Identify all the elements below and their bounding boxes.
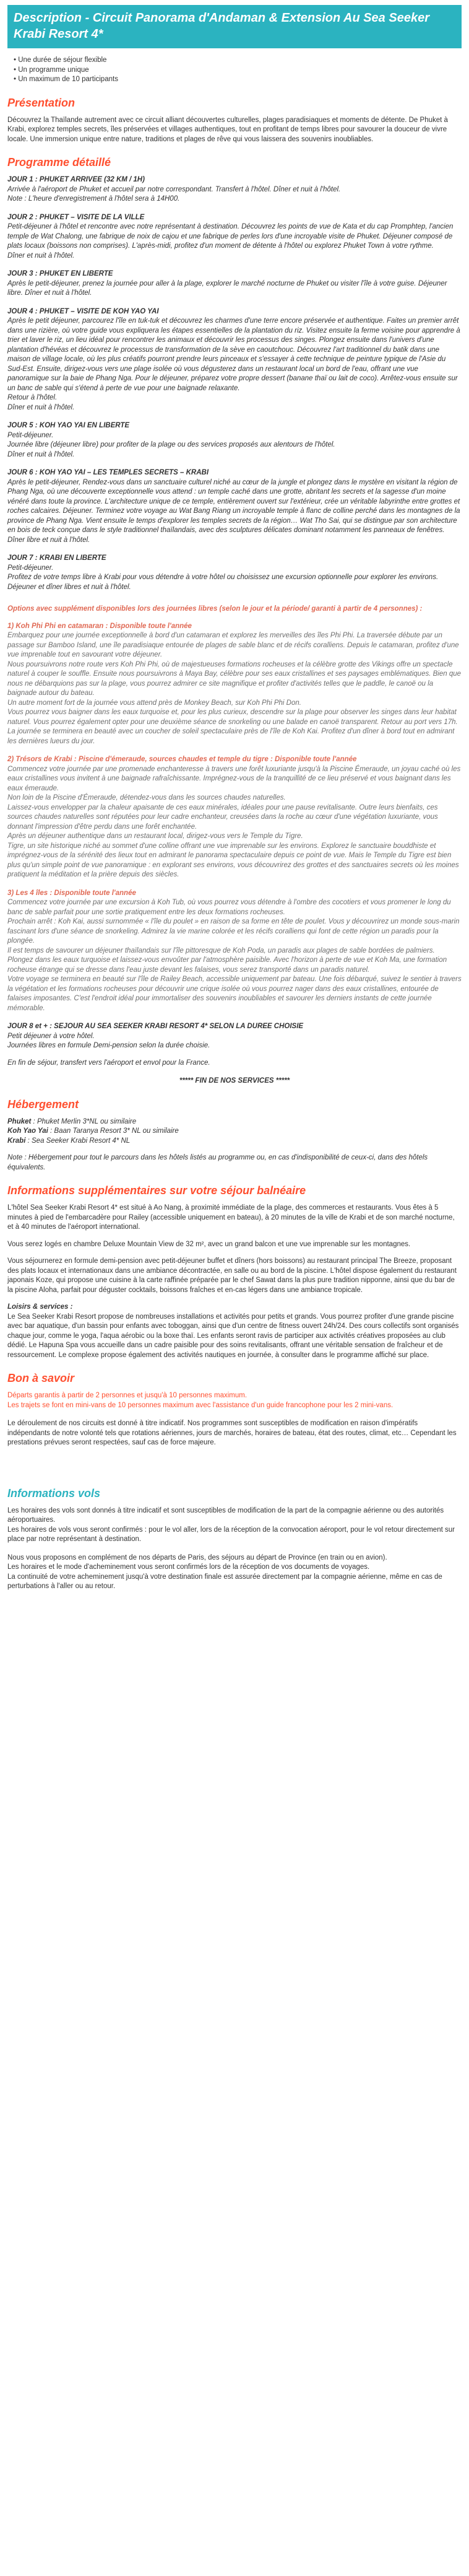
- day-line: Dîner et nuit à l'hôtel.: [7, 403, 75, 411]
- day-7: [7, 554, 462, 592]
- day-line: Après le petit déjeuner, parcourez l'île en tuk-tuk et découvrez les charmes d'une terre encore préservée et authentique. Faites un premier arrêt dans une rizière, où votre guide vous expliquera les étapes essentielles de la plantation du riz. Visitez ensuite la ferme voisine pour apprendre à trier et laver le riz, un lieu idéal pour rencontrer les animaux et découvrir les processus des singes. Plongez ensuite dans l'univers d'une plantation d'hévéas et découvrez le processus de transformation de la sève en caoutchouc. Découvrez l'art traditionnel du batik dans une maison de village locale, où les plus créatifs pourront prendre leurs pinceaux et s'essayer à cette technique de peinture typique de l'Asie du Sud-Est. Ensuite, dirigez-vous vers une plage isolée où vous dégusterez dans un restaurant local un bord de l'eau, offrant une vue panoramique sur la baie de Phang Nga. Pour le déjeuner, préparez votre propre dessert (banane thaï ou lait de coco). Arrêtez-vous ensuite sur un banc de sable qui s'étend à perte de vue pour une baignade relaxante.: [7, 317, 460, 392]
- day-line: Journée libre (déjeuner libre) pour profiter de la plage ou des services proposés aux alentours de l'hôtel.: [7, 441, 335, 448]
- hotel-name: Phuket Merlin 3*NL ou similaire: [37, 1117, 137, 1125]
- hebergement-note: Note : Hébergement pour tout le parcours dans les hôtels listés au programme ou, en cas d'indisponibilité de ceux-ci, dans des hôtels équivalents.: [7, 1154, 428, 1171]
- option-line: Il est temps de savourer un déjeuner thaïlandais sur l'île pittoresque de Koh Poda, un paradis aux plages de sable bordées de palmiers. Plongez dans les eaux turquoise et laissez-vous envoûter par l'atmosphère paisible. Avec l'horizon à perte de vue et Koh Ma, une formation rocheuse étrange qui se dresse dans l'eau juste devant les falaises, vous serez transporté dans un paradis naturel.: [7, 946, 447, 974]
- infos-vols-heading: Informations vols: [7, 1487, 101, 1500]
- option-line: Laissez-vous envelopper par la chaleur apaisante de ces eaux minérales, idéales pour une pause revitalisante. Outre leurs bienfaits, ces sources chaudes naturelles sont réputées pour leur cadre enchanteur, creusées dans la roche au cœur d'une végétation luxuriante, vous donnant l'impression d'être perdu dans une forêt enchantée.: [7, 803, 438, 831]
- day-5: [7, 421, 462, 460]
- presentation-heading: Présentation: [7, 96, 75, 109]
- option-title: 1) Koh Phi Phi en catamaran : Disponible toute l'année: [7, 622, 192, 630]
- option-item: [7, 889, 462, 1014]
- day-6: [7, 468, 462, 545]
- options-intro: Options avec supplément disponibles lors des journées libres (selon le jour et la période/ garanti à partir de 4 personnes) :: [7, 605, 423, 613]
- option-line: Vous pourrez vous baigner dans les eaux turquoise et, pour les plus curieux, descendre sur la plage pour observer les singes dans leur habitat naturel. Vous pourrez également opter pour une deuxième séance de snorkeling ou une balade en canoë transparent. Retour au port vers 17h. La journée se terminera en beauté avec un coucher de soleil spectaculaire près de l'île de Koh Kai. Profitez d'un dîner à bord tout en admirant les dernières lueurs du jour.: [7, 709, 458, 745]
- option-line: Prochain arrêt : Koh Kai, aussi surnommée « l'île du poulet » en raison de sa forme en tête de poulet. Vous y découvrirez un monde sous-marin fascinant lors d'une séance de snorkeling. Admirez la vie marine colorée et les récifs coralliens qui font de cette région un paradis pour la plongée.: [7, 918, 460, 945]
- infos-vols-line: Les horaires de vols vous seront confirmés : pour le vol aller, lors de la réception de la convocation aéroport, pour le vol retour directement sur place par notre représentant à destination.: [7, 1526, 455, 1543]
- infos-sejour-heading: Informations supplémentaires sur votre séjour balnéaire: [7, 1184, 306, 1197]
- option-line: Un autre moment fort de la journée vous attend près de Monkey Beach, sur Koh Phi Phi Don.: [7, 699, 301, 707]
- bon-a-savoir-text: Le déroulement de nos circuits est donné à titre indicatif. Nos programmes sont susceptibles de modification en raison d'impératifs indépendants de notre volonté tels que rotations aériennes, jours de marchés, horaires de bateau, état des routes, climat, etc… Cependant les prestations prévues seront respectées, sauf cas de force majeure.: [7, 1420, 457, 1446]
- option-title: 2) Trésors de Krabi : Piscine d'émeraude, sources chaudes et temple du tigre : Disponible toute l'année: [7, 756, 357, 763]
- infos-vols-line: Nous vous proposons en complément de nos départs de Paris, des séjours au départ de Province (en train ou en avion).: [7, 1553, 387, 1561]
- bon-a-savoir-heading: Bon à savoir: [7, 1372, 75, 1384]
- day-title: JOUR 7 : KRABI EN LIBERTE: [7, 554, 106, 562]
- infos-sejour-paragraph: Vous séjournerez en formule demi-pension avec petit-déjeuner buffet et dîners (hors boissons) au restaurant principal The Breeze, proposant des plats locaux et internationaux dans une ambiance décontractée, en salle ou au bord de la piscine. L'hôtel dispose également du restaurant japonais Koze, qui propose une cuisine à la carte raffinée préparée par le chef Sawat dans la plus pure tradition nipponne, ainsi que du bar de la piscine Aloha, parfait pour déguster cocktails, boissons fraîches et en-cas légers dans une ambiance tropicale.: [7, 1257, 457, 1294]
- day-line: Retour à l'hôtel.: [7, 394, 58, 401]
- infos-vols-line: La continuité de votre acheminement jusqu'à votre destination finale est assurée directement par la compagnie aérienne, même en cas de perturbations à l'aller ou au retour.: [7, 1573, 442, 1590]
- day-title: JOUR 1 : PHUKET ARRIVEE (32 KM / 1H): [7, 176, 145, 183]
- loisirs-heading: Loisirs & services :: [7, 1303, 73, 1311]
- option-line: Commencez votre journée par une promenade enchanteresse à travers une forêt luxuriante jusqu'à la Piscine Émeraude, un joyau caché où les eaux cristallines vous invitent à une baignade rafraîchissante. Imprégnez-vous de la tranquillité de ce lieu préservé et vous baignant dans les eaux émeraude.: [7, 765, 461, 792]
- day-title: JOUR 6 : KOH YAO YAI – LES TEMPLES SECRETS – KRABI: [7, 469, 209, 476]
- extension-stay: [7, 1022, 462, 1068]
- option-line: Embarquez pour une journée exceptionnelle à bord d'un catamaran et explorez les merveilles des îles Phi Phi. La traversée débute par un passage sur Bamboo Island, une île paradisiaque entourée de plages de sable blanc et de récifs coralliens. Depuis le catamaran, profitez d'une vue imprenable tout en savourant votre déjeuner.: [7, 632, 459, 658]
- day-line: Profitez de votre temps libre à Krabi pour vous détendre à votre hôtel ou choisissez une excursion optionnelle pour explorer les environs.: [7, 574, 439, 581]
- day-line: Après le petit-déjeuner, Rendez-vous dans un sanctuaire culturel niché au cœur de la jungle et plongez dans le mystère en visitant la région de Phang Nga, où une découverte exceptionnelle vous attend : un temple caché dans une grotte, abritant les secrets et la sagesse d'un moine vénéré dans toute la province. L'architecture unique de ce temple, entièrement ouvert sur l'extérieur, crée un véritable labyrinthe entre grottes et roches calcaires. Déjeuner. Terminez votre voyage au Wat Bang Riang un incroyable temple à flanc de colline perché dans les montagnes de la province de Phang Nga. Vient ensuite le temps d'explorer les temples secrets de la région… Wat Tho Sai, qui se distingue par son architecture en bois de teck conçue dans le style traditionnel thaïlandais, avec des sculptures délicates dominant notamment les panneaux de fenêtres. Dîner libre et nuit à l'hôtel.: [7, 478, 460, 544]
- bon-a-savoir-red-line: Les trajets se font en mini-vans de 10 personnes maximum avec l'assistance d'un guide francophone pour les 2 mini-vans.: [7, 1401, 394, 1409]
- hotel-row: Koh Yao Yai : Baan Taranya Resort 3* NL ou similaire: [7, 1127, 179, 1135]
- option-item: [7, 755, 462, 880]
- extension-line: Journées libres en formule Demi-pension selon la durée choisie.: [7, 1042, 210, 1049]
- extension-line: En fin de séjour, transfert vers l'aéroport et envol pour la France.: [7, 1059, 210, 1067]
- day-line: Note : L'heure d'enregistrement à l'hôtel sera à 14H00.: [7, 195, 180, 203]
- hotel-name: Sea Seeker Krabi Resort 4* NL: [32, 1137, 131, 1145]
- infos-sejour-paragraph: Vous serez logés en chambre Deluxe Mountain View de 32 m², avec un grand balcon et une vue imprenable sur les montagnes.: [7, 1240, 411, 1248]
- day-line: Petit-déjeuner.: [7, 431, 54, 439]
- option-line: Après un déjeuner authentique dans un restaurant local, dirigez-vous vers le Temple du Tigre.: [7, 832, 303, 840]
- extension-line: Petit déjeuner à votre hôtel.: [7, 1032, 95, 1040]
- day-title: JOUR 2 : PHUKET – VISITE DE LA VILLE: [7, 213, 145, 221]
- day-line: Déjeuner et dîner libres et nuit à l'hôtel.: [7, 583, 131, 591]
- day-line: Après le petit-déjeuner, prenez la journée pour aller à la plage, explorer le marché nocturne de Phuket ou visiter l'île à votre guise. Déjeuner libre. Dîner et nuit à l'hôtel.: [7, 279, 447, 297]
- option-item: [7, 622, 462, 747]
- programme-heading: Programme détaillé: [7, 156, 111, 168]
- day-2: [7, 213, 462, 261]
- presentation-text: Découvrez la Thaïlande autrement avec ce circuit alliant découvertes culturelles, plages paradisiaques et moments de détente. De Phuket à Krabi, explorez temples secrets, îles préservées et villages authentiques, tout en profitant de temps libres pour savourer la douceur de vivre locale. Une immersion unique entre nature, traditions et plages de rêve qui vous laissera des souvenirs inoubliables.: [7, 116, 448, 143]
- day-title: JOUR 4 : PHUKET – VISITE DE KOH YAO YAI: [7, 307, 159, 315]
- day-1: [7, 175, 462, 204]
- day-4: [7, 307, 462, 413]
- day-line: Petit-déjeuner à l'hôtel et rencontre avec notre représentant à destination. Découvrez les points de vue de Kata et du cap Promphtep, l'ancien temple de Wat Chalong, une fabrique de noix de cajou et une fabrique de perles lors d'une incroyable visite de Phuket. Déjeuner composé de plats locaux (boissons non comprises). L'après-midi, profitez d'un moment de détente à l'hôtel ou explorez Phuket Town à votre rythme.: [7, 223, 454, 250]
- optional-excursions: [7, 605, 462, 1013]
- day-line: Dîner et nuit à l'hôtel.: [7, 251, 75, 260]
- option-line: Non loin de la Piscine d'Émeraude, détendez-vous dans les sources chaudes naturelles.: [7, 794, 286, 801]
- extension-title: JOUR 8 et + : SEJOUR AU SEA SEEKER KRABI RESORT 4* SELON LA DUREE CHOISIE: [7, 1023, 304, 1030]
- day-line: Petit-déjeuner.: [7, 564, 54, 572]
- highlight-item: • Un programme unique: [14, 66, 462, 76]
- infos-sejour-paragraph: L'hôtel Sea Seeker Krabi Resort 4* est situé à Ao Nang, à proximité immédiate de la plage, des commerces et restaurants. Vous êtes à 5 minutes à pied de l'embarcadère pour Railey (accessible uniquement en bateau), à 20 minutes de la ville de Krabi et de son marché nocturne, et à 40 minutes de l'aéroport international.: [7, 1204, 455, 1231]
- option-line: Votre voyage se terminera en beauté sur l'île de Railey Beach, accessible uniquement par bateau. Une fois débarqué, suivez le sentier à travers la végétation et les formations rocheuses pour découvrir une crique isolée où vous pourrez nager dans des eaux cristallines, entourée de falaises imposantes. C'est l'endroit idéal pour immortaliser des souvenirs inoubliables et savourer les derniers instants de cette journée mémorable.: [7, 976, 462, 1012]
- hotel-row: Krabi : Sea Seeker Krabi Resort 4* NL: [7, 1137, 131, 1145]
- hotel-place: Krabi: [7, 1137, 26, 1145]
- end-of-services: ***** FIN DE NOS SERVICES *****: [179, 1077, 290, 1085]
- hotel-name: Baan Taranya Resort 3* NL ou similaire: [54, 1127, 179, 1135]
- option-line: Nous poursuivrons notre route vers Koh Phi Phi, où de majestueuses formations rocheuses et la célèbre grotte des Vikings offre un spectacle naturel à couper le souffle. Ensuite nous poursuivrons à Maya Bay, célèbre pour ses eaux cristallines et ses paysages emblématiques. Bien que nous ne débarquions pas sur la plage, vous pourrez admirer ce site magnifique et profiter d'activités telles que le paddle, le canoë ou la baignade autour du bateau.: [7, 660, 462, 697]
- hebergement-heading: Hébergement: [7, 1098, 79, 1111]
- bon-a-savoir-red-line: Départs garantis à partir de 2 personnes et jusqu'à 10 personnes maximum.: [7, 1392, 247, 1399]
- option-line: Tigre, un site historique niché au sommet d'une colline offrant une vue imprenable sur les environs. Explorez le sanctuaire bouddhiste et imprégnez-vous de la sérénité des lieux tout en admirant le panorama spectaculaire depuis ce point de vue. Mais le Temple du Tigre est bien plus qu'un simple point de vue panoramique : en explorant ses environs, vous découvrirez des grottes et des sanctuaires secrets où les moines pratiquent la méditation et la prière depuis des siècles.: [7, 842, 459, 878]
- day-line: Arrivée à l'aéroport de Phuket et accueil par notre correspondant. Transfert à l'hôtel. Dîner et nuit à l'hôtel.: [7, 185, 341, 193]
- infos-vols-line: Les horaires des vols sont donnés à titre indicatif et sont susceptibles de modification de la part de la compagnie aérienne ou des autorités aéroportuaires.: [7, 1506, 444, 1524]
- day-line: Dîner et nuit à l'hôtel.: [7, 450, 75, 458]
- day-title: JOUR 5 : KOH YAO YAI EN LIBERTE: [7, 422, 130, 429]
- hotel-place: Koh Yao Yai: [7, 1127, 48, 1135]
- highlight-item: • Un maximum de 10 participants: [14, 75, 462, 85]
- highlight-item: • Une durée de séjour flexible: [14, 56, 462, 66]
- option-line: Commencez votre journée par une excursion à Koh Tub, où vous pourrez vous détendre à l'ombre des cocotiers et vous promener le long du banc de sable parfait pour une sortie pratiquement entre les deux formations rocheuses.: [7, 899, 451, 916]
- option-title: 3) Les 4 îles : Disponible toute l'année: [7, 889, 136, 897]
- infos-vols-line: Les horaires et le mode d'acheminement vous seront confirmés lors de la réception de vos documents de voyages.: [7, 1563, 370, 1571]
- infos-sejour-paragraph: Le Sea Seeker Krabi Resort propose de nombreuses installations et activités pour petits et grands. Vous pourrez profiter d'une grande piscine avec bar aquatique, d'un bassin pour enfants avec toboggan, ainsi que d'un centre de fitness ouvert 24h/24. Des cours collectifs sont organisés chaque jour, comme le yoga, l'aqua aérobic ou la boxe thaï. Les enfants seront ravis de participer aux activités créatives proposées au club dédié. Le Hapuna Spa vous accueille dans un cadre paisible pour des soins revitalisants, offrant une véritable sensation de fraîcheur et de ressourcement. Le complexe propose également des activités nautiques en journée, à consulter dans le programme affiché sur place.: [7, 1312, 459, 1359]
- hotel-row: Phuket : Phuket Merlin 3*NL ou similaire: [7, 1117, 137, 1125]
- day-title: JOUR 3 : PHUKET EN LIBERTE: [7, 270, 113, 277]
- day-3: [7, 269, 462, 299]
- highlights-list: [7, 56, 462, 85]
- hotel-place: Phuket: [7, 1117, 32, 1125]
- page-title: Description - Circuit Panorama d'Andaman & Extension Au Sea Seeker Krabi Resort 4*: [7, 5, 462, 48]
